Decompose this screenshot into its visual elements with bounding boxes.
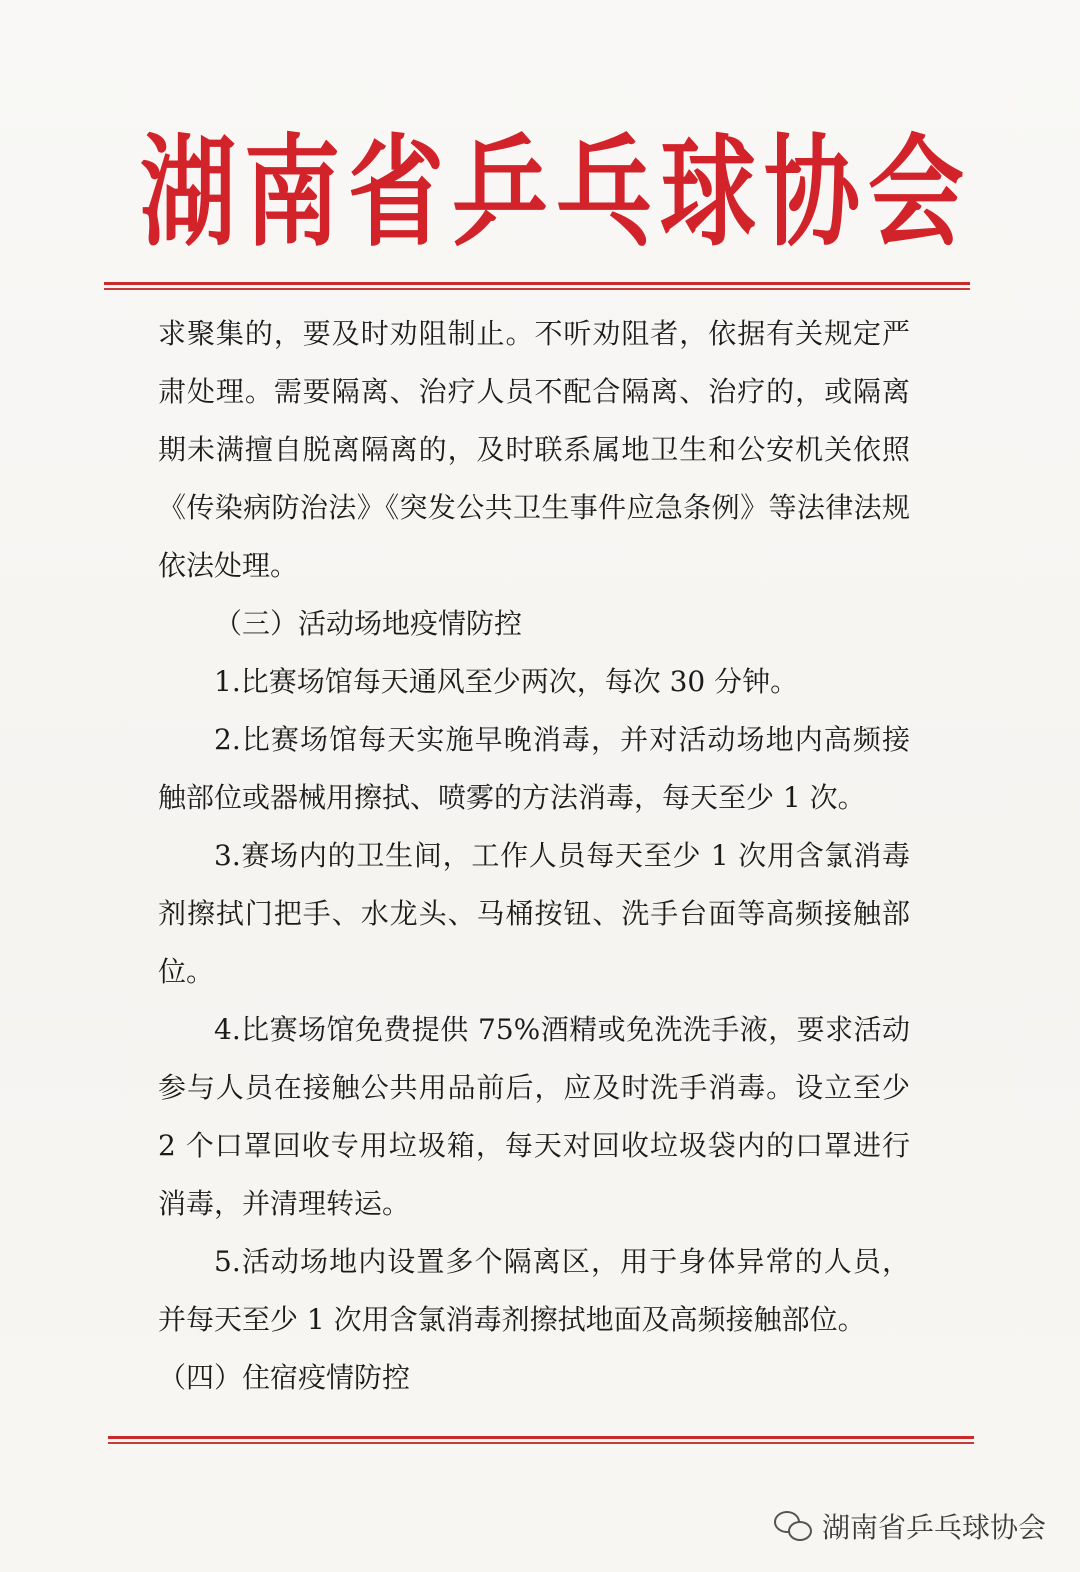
title-char: 乒 <box>452 121 556 263</box>
section-heading-4: （四）住宿疫情防控 <box>158 1361 411 1394</box>
watermark-label: 湖南省乒乓球协会 <box>821 1511 1046 1544</box>
title-char: 省 <box>348 121 452 263</box>
wechat-icon <box>774 1511 812 1541</box>
title-char: 会 <box>868 121 972 263</box>
rule-thick <box>104 282 970 285</box>
list-item-1: 1.比赛场馆每天通风至少两次，每次 30 分钟。 <box>214 665 799 698</box>
document-body <box>158 305 910 1407</box>
title-char: 湖 <box>140 121 244 263</box>
rule-thin <box>108 1442 974 1444</box>
paragraph-continuation: 求聚集的，要及时劝阻制止。不听劝阻者，依据有关规定严肃处理。需要隔离、治疗人员不配合隔离、治疗的，或隔离期未满擅自脱离隔离的，及时联系属地卫生和公安机关依照《传染病防治法》《突发公共卫生事件应急条例》等法律法规依法处理。 <box>158 317 910 582</box>
list-item-4: 4.比赛场馆免费提供 75%酒精或免洗洗手液，要求活动参与人员在接触公共用品前后，应及时洗手消毒。设立至少 2 个口罩回收专用垃圾箱，每天对回收垃圾袋内的口罩进行消毒，并清理转运。 <box>158 1013 910 1220</box>
watermark <box>774 1506 1046 1546</box>
section-heading-3: （三）活动场地疫情防控 <box>214 607 523 640</box>
letterhead-title <box>140 120 972 270</box>
rule-thin <box>104 288 970 290</box>
title-char: 南 <box>244 121 348 263</box>
rule-thick <box>108 1436 974 1439</box>
letterhead-rule <box>104 282 970 293</box>
list-item-2: 2.比赛场馆每天实施早晚消毒，并对活动场地内高频接触部位或器械用擦拭、喷雾的方法消毒，每天至少 1 次。 <box>158 723 910 814</box>
list-item-5: 5.活动场地内设置多个隔离区，用于身体异常的人员，并每天至少 1 次用含氯消毒剂擦拭地面及高频接触部位。 <box>158 1245 910 1336</box>
footer-rule <box>108 1436 974 1447</box>
title-char: 乓 <box>556 121 660 263</box>
title-char: 协 <box>764 121 868 263</box>
list-item-3: 3.赛场内的卫生间，工作人员每天至少 1 次用含氯消毒剂擦拭门把手、水龙头、马桶按钮、洗手台面等高频接触部位。 <box>158 839 910 988</box>
title-char: 球 <box>660 121 764 263</box>
